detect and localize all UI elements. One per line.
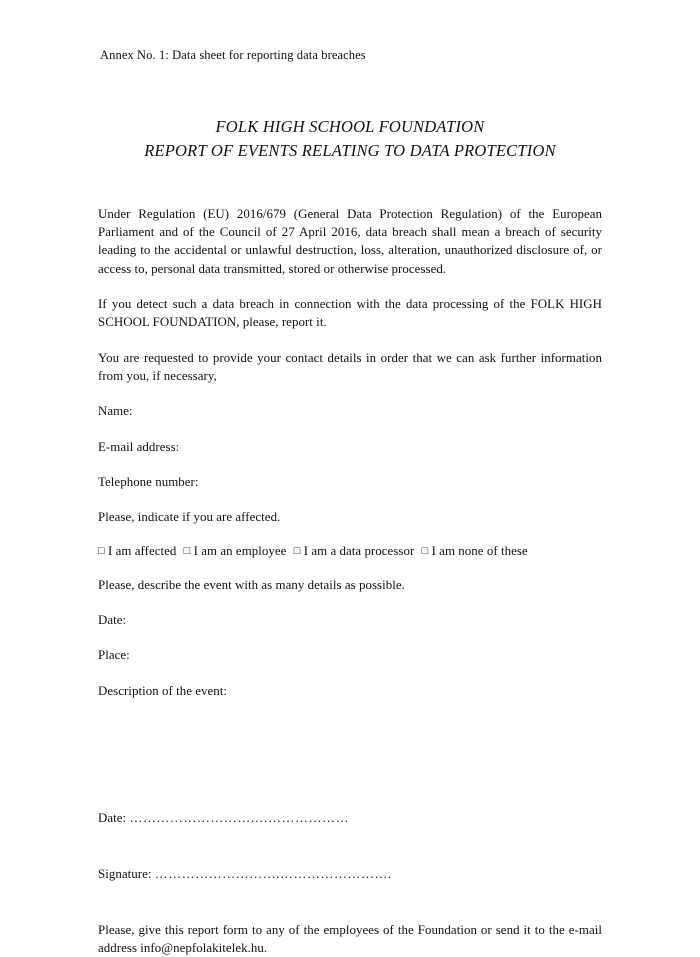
affected-options xyxy=(98,544,602,559)
signature-spacer-mid xyxy=(98,843,602,867)
checkbox-option-none[interactable] xyxy=(422,544,528,558)
checkbox-label: I am an employee xyxy=(193,543,287,558)
field-name-label: Name: xyxy=(98,404,133,419)
signature-spacer-top xyxy=(98,777,602,811)
checkbox-icon[interactable]: □ xyxy=(293,544,301,557)
paragraph-contact-request: You are requested to provide your contact details in order that we can ask further information from you, if necessary, xyxy=(98,350,602,384)
field-description-label: Description of the event: xyxy=(98,683,228,698)
signature-label: Signature: xyxy=(98,866,152,881)
title-line-2: REPORT OF EVENTS RELATING TO DATA PROTECTION xyxy=(144,140,556,160)
paragraph-regulation: Under Regulation (EU) 2016/679 (General Data Protection Regulation) of the European Parliament and of the Council of 27 April 2016, data breach shall mean a breach of security leading to the accidental or unlawful destruction, loss, alteration, unauthorized disclosure of, or access to, personal data transmitted, stored or otherwise processed. xyxy=(98,206,602,276)
title-line-1: FOLK HIGH SCHOOL FOUNDATION xyxy=(215,117,485,136)
checkbox-label: I am a data processor xyxy=(303,543,415,558)
signature-date-dots: ……………………….………………… xyxy=(129,810,350,825)
field-date-label: Date: xyxy=(98,612,127,627)
annex-label: Annex No. 1: Data sheet for reporting data breaches xyxy=(100,48,366,62)
checkbox-label: I am affected xyxy=(107,543,177,558)
field-telephone-label: Telephone number: xyxy=(98,474,199,489)
describe-prompt: Please, describe the event with as many details as possible. xyxy=(98,577,405,592)
affected-prompt: Please, indicate if you are affected. xyxy=(98,510,281,525)
signature-dots: ……………………….……………………. xyxy=(154,866,392,881)
document-title xyxy=(98,115,602,163)
signature-date-label: Date: xyxy=(98,810,127,825)
checkbox-icon[interactable]: □ xyxy=(98,544,105,557)
checkbox-option-processor[interactable] xyxy=(294,544,415,558)
signature-line xyxy=(98,867,602,882)
footer-note: Please, give this report form to any of the employees of the Foundation or send it to the e-mail address info@nepfolakitelek.hu. xyxy=(98,922,602,956)
checkbox-icon[interactable]: □ xyxy=(183,544,191,557)
description-writing-space xyxy=(98,717,602,777)
checkbox-option-employee[interactable] xyxy=(184,544,287,558)
paragraph-detect: If you detect such a data breach in connection with the data processing of the FOLK HIGH SCHOOL FOUNDATION, please, report it. xyxy=(98,297,602,330)
field-place-label: Place: xyxy=(98,648,130,663)
footer-spacer xyxy=(98,899,602,921)
document-body xyxy=(98,205,602,957)
field-email-label: E-mail address: xyxy=(98,439,180,454)
checkbox-label: I am none of these xyxy=(431,543,528,558)
signature-date-line xyxy=(98,811,602,826)
checkbox-option-affected[interactable] xyxy=(98,544,176,558)
checkbox-icon[interactable]: □ xyxy=(421,544,429,557)
